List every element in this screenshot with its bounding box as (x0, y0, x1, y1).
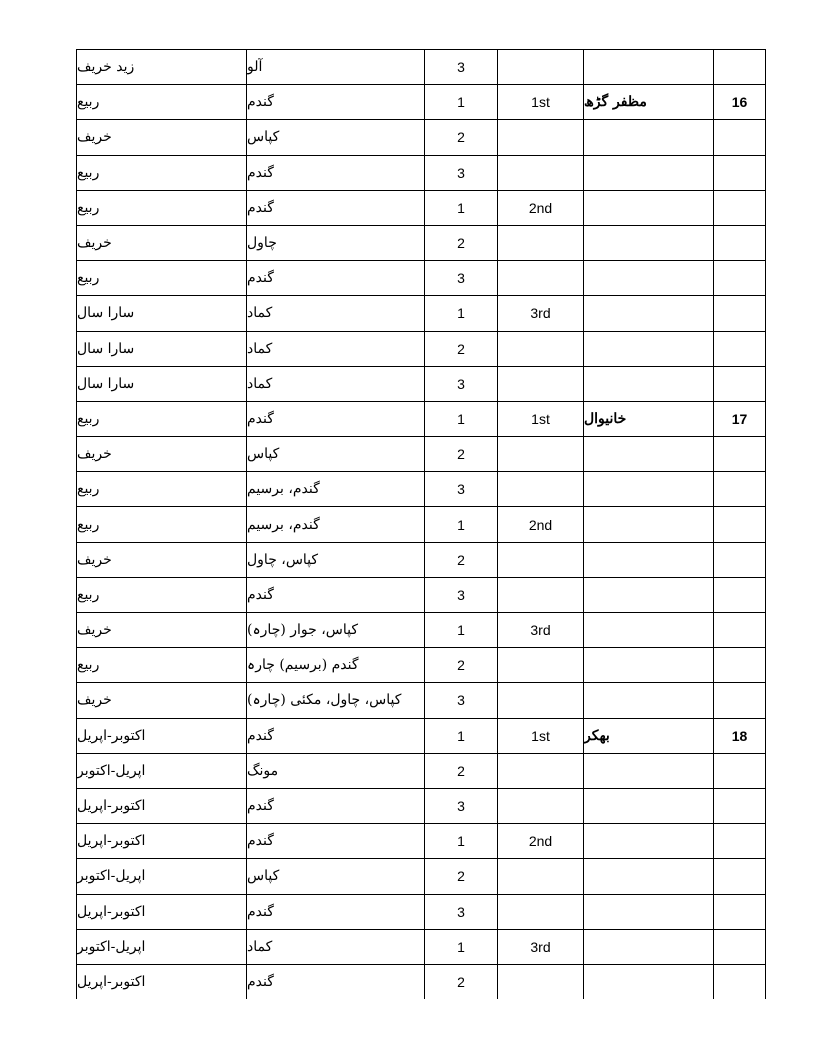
table-row (77, 85, 766, 120)
sequence-number-cell-text: 3 (457, 586, 465, 603)
serial-number-cell (714, 859, 766, 894)
sequence-number-cell-text: 1 (457, 622, 465, 639)
rank-cell (498, 613, 584, 648)
season-cell (77, 120, 247, 155)
season-cell (77, 296, 247, 331)
district-cell (584, 753, 714, 788)
serial-number-cell-text: 18 (731, 727, 748, 744)
crop-cell-text: گندم (247, 833, 274, 850)
sequence-number-cell (425, 613, 498, 648)
crop-cell-text: گندم (247, 798, 274, 815)
rank-cell (498, 718, 584, 753)
rank-cell (498, 824, 584, 859)
sequence-number-cell-text: 1 (457, 727, 465, 744)
serial-number-cell (714, 964, 766, 999)
crop-cell-text: گندم (247, 270, 274, 287)
crop-cell-text: کپاس (247, 129, 280, 146)
serial-number-cell (714, 683, 766, 718)
season-cell (77, 718, 247, 753)
serial-number-cell (714, 507, 766, 542)
table-row (77, 190, 766, 225)
sequence-number-cell (425, 190, 498, 225)
serial-number-cell (714, 718, 766, 753)
sequence-number-cell (425, 120, 498, 155)
rank-cell (498, 753, 584, 788)
rank-cell-text: 1st (531, 727, 550, 744)
serial-number-cell (714, 929, 766, 964)
sequence-number-cell (425, 859, 498, 894)
crop-cell (247, 824, 425, 859)
crop-cell-text: گندم، برسیم (247, 481, 320, 498)
sequence-number-cell (425, 718, 498, 753)
crop-cell (247, 190, 425, 225)
season-cell-text: ربیع (77, 516, 100, 533)
serial-number-cell (714, 120, 766, 155)
rank-cell (498, 120, 584, 155)
district-cell (584, 507, 714, 542)
rank-cell (498, 401, 584, 436)
sequence-number-cell-text: 1 (457, 410, 465, 427)
crop-cell-text: گندم، برسیم (247, 516, 320, 533)
season-cell-text: خریف (77, 622, 112, 639)
season-cell (77, 542, 247, 577)
rank-cell-text: 3rd (530, 305, 551, 322)
season-cell (77, 824, 247, 859)
season-cell-text: اکتوبر-اپریل (77, 903, 146, 920)
district-cell (584, 155, 714, 190)
crop-cell-text: گندم (247, 903, 274, 920)
rank-cell (498, 331, 584, 366)
crop-cell (247, 577, 425, 612)
table-row (77, 472, 766, 507)
crop-cell (247, 50, 425, 85)
season-cell-text: سارا سال (77, 305, 135, 322)
district-cell (584, 437, 714, 472)
rank-cell (498, 296, 584, 331)
rank-cell (498, 542, 584, 577)
sequence-number-cell-text: 1 (457, 94, 465, 111)
sequence-number-cell-text: 3 (457, 798, 465, 815)
sequence-number-cell-text: 2 (457, 762, 465, 779)
crop-cell (247, 155, 425, 190)
district-cell (584, 366, 714, 401)
season-cell-text: ربیع (77, 270, 100, 287)
serial-number-cell (714, 472, 766, 507)
sequence-number-cell (425, 824, 498, 859)
season-cell (77, 753, 247, 788)
serial-number-cell (714, 613, 766, 648)
season-cell-text: ربیع (77, 164, 100, 181)
district-cell (584, 648, 714, 683)
district-cell (584, 261, 714, 296)
sequence-number-cell (425, 683, 498, 718)
sequence-number-cell (425, 85, 498, 120)
sequence-number-cell (425, 577, 498, 612)
rank-cell (498, 50, 584, 85)
crop-cell (247, 85, 425, 120)
season-cell (77, 683, 247, 718)
sequence-number-cell-text: 2 (457, 235, 465, 252)
table-body (77, 50, 766, 1000)
table-row (77, 366, 766, 401)
rank-cell-text: 2nd (528, 199, 553, 216)
district-cell (584, 401, 714, 436)
sequence-number-cell (425, 788, 498, 823)
table-row (77, 964, 766, 999)
crop-cell-text: کپاس (247, 868, 280, 885)
table-row (77, 542, 766, 577)
rank-cell (498, 85, 584, 120)
rank-cell (498, 894, 584, 929)
sequence-number-cell (425, 366, 498, 401)
rank-cell-text: 2nd (528, 833, 553, 850)
crop-cell-text: گندم (برسیم) چارہ (247, 657, 359, 674)
serial-number-cell (714, 753, 766, 788)
crop-cell (247, 472, 425, 507)
rank-cell (498, 437, 584, 472)
season-cell (77, 261, 247, 296)
district-cell (584, 894, 714, 929)
crop-cell (247, 613, 425, 648)
table-row (77, 613, 766, 648)
rank-cell-text: 1st (531, 410, 550, 427)
season-cell (77, 648, 247, 683)
season-cell (77, 507, 247, 542)
district-cell-text: مظفر گڑھ (584, 94, 647, 111)
sequence-number-cell-text: 2 (457, 973, 465, 990)
rank-cell (498, 859, 584, 894)
district-cell (584, 824, 714, 859)
sequence-number-cell-text: 2 (457, 657, 465, 674)
sequence-number-cell-text: 2 (457, 551, 465, 568)
rank-cell-text: 2nd (528, 516, 553, 533)
crop-rotation-table (76, 49, 766, 999)
serial-number-cell-text: 17 (731, 410, 748, 427)
district-cell (584, 542, 714, 577)
serial-number-cell (714, 50, 766, 85)
district-cell (584, 859, 714, 894)
rank-cell (498, 225, 584, 260)
district-cell-text: بھکر (584, 727, 610, 744)
season-cell-text: خریف (77, 129, 112, 146)
rank-cell-text: 3rd (530, 622, 551, 639)
crop-cell (247, 788, 425, 823)
table-row (77, 401, 766, 436)
sequence-number-cell (425, 401, 498, 436)
district-cell (584, 613, 714, 648)
table-row (77, 296, 766, 331)
season-cell (77, 613, 247, 648)
season-cell-text: خریف (77, 692, 112, 709)
district-cell (584, 190, 714, 225)
sequence-number-cell (425, 155, 498, 190)
season-cell (77, 331, 247, 366)
sequence-number-cell-text: 3 (457, 481, 465, 498)
serial-number-cell (714, 261, 766, 296)
crop-cell-text: چاول (247, 235, 277, 252)
serial-number-cell (714, 648, 766, 683)
table-row (77, 331, 766, 366)
sequence-number-cell (425, 753, 498, 788)
sequence-number-cell (425, 331, 498, 366)
serial-number-cell (714, 331, 766, 366)
season-cell-text: خریف (77, 235, 112, 252)
rank-cell (498, 577, 584, 612)
table-row (77, 894, 766, 929)
rank-cell-text: 1st (531, 94, 550, 111)
season-cell-text: اپریل-اکتوبر (77, 938, 146, 955)
district-cell (584, 225, 714, 260)
crop-cell-text: کماد (247, 340, 273, 357)
rank-cell-text: 3rd (530, 938, 551, 955)
serial-number-cell (714, 296, 766, 331)
table-row (77, 718, 766, 753)
season-cell-text: اکتوبر-اپریل (77, 727, 146, 744)
sequence-number-cell-text: 2 (457, 340, 465, 357)
table-row (77, 859, 766, 894)
sequence-number-cell (425, 648, 498, 683)
table-row (77, 50, 766, 85)
crop-cell (247, 401, 425, 436)
sequence-number-cell-text: 2 (457, 446, 465, 463)
sequence-number-cell-text: 1 (457, 938, 465, 955)
sequence-number-cell-text: 2 (457, 129, 465, 146)
sequence-number-cell-text: 1 (457, 199, 465, 216)
table-row (77, 824, 766, 859)
sequence-number-cell (425, 296, 498, 331)
season-cell (77, 437, 247, 472)
serial-number-cell (714, 190, 766, 225)
table-row (77, 753, 766, 788)
district-cell (584, 788, 714, 823)
sequence-number-cell-text: 1 (457, 516, 465, 533)
crop-cell (247, 331, 425, 366)
serial-number-cell (714, 577, 766, 612)
table-row (77, 120, 766, 155)
serial-number-cell (714, 894, 766, 929)
season-cell (77, 50, 247, 85)
district-cell (584, 120, 714, 155)
season-cell (77, 472, 247, 507)
serial-number-cell (714, 542, 766, 577)
sequence-number-cell (425, 542, 498, 577)
crop-cell-text: کماد (247, 375, 273, 392)
crop-cell (247, 507, 425, 542)
district-cell (584, 85, 714, 120)
table-row (77, 577, 766, 612)
crop-cell (247, 437, 425, 472)
sequence-number-cell-text: 3 (457, 59, 465, 76)
crop-cell (247, 225, 425, 260)
sequence-number-cell (425, 261, 498, 296)
sequence-number-cell (425, 929, 498, 964)
serial-number-cell (714, 225, 766, 260)
season-cell-text: اپریل-اکتوبر (77, 762, 146, 779)
season-cell-text: ربیع (77, 94, 100, 111)
crop-cell-text: مونگ (247, 762, 279, 779)
crop-cell (247, 648, 425, 683)
crop-cell-text: کپاس، چاول، مکئی (چارہ) (247, 692, 402, 709)
rank-cell (498, 788, 584, 823)
crop-cell (247, 964, 425, 999)
serial-number-cell-text: 16 (731, 94, 748, 111)
season-cell-text: اکتوبر-اپریل (77, 833, 146, 850)
sequence-number-cell-text: 3 (457, 903, 465, 920)
season-cell (77, 929, 247, 964)
crop-cell-text: آلو (247, 59, 263, 76)
sequence-number-cell (425, 894, 498, 929)
season-cell (77, 366, 247, 401)
crop-cell (247, 542, 425, 577)
season-cell-text: سارا سال (77, 375, 135, 392)
sequence-number-cell-text: 3 (457, 270, 465, 287)
rank-cell (498, 472, 584, 507)
crop-cell (247, 261, 425, 296)
sequence-number-cell (425, 964, 498, 999)
district-cell (584, 577, 714, 612)
table-row (77, 155, 766, 190)
rank-cell (498, 190, 584, 225)
rank-cell (498, 261, 584, 296)
table-row (77, 788, 766, 823)
season-cell (77, 85, 247, 120)
crop-cell-text: گندم (247, 586, 274, 603)
crop-cell (247, 366, 425, 401)
crop-cell (247, 894, 425, 929)
sequence-number-cell-text: 3 (457, 692, 465, 709)
season-cell-text: اپریل-اکتوبر (77, 868, 146, 885)
season-cell (77, 859, 247, 894)
season-cell (77, 155, 247, 190)
season-cell-text: خریف (77, 446, 112, 463)
district-cell (584, 472, 714, 507)
season-cell-text: سارا سال (77, 340, 135, 357)
serial-number-cell (714, 437, 766, 472)
rank-cell (498, 929, 584, 964)
season-cell-text: اکتوبر-اپریل (77, 973, 146, 990)
table-row (77, 929, 766, 964)
sequence-number-cell (425, 507, 498, 542)
crop-cell-text: گندم (247, 727, 274, 744)
serial-number-cell (714, 824, 766, 859)
serial-number-cell (714, 155, 766, 190)
district-cell (584, 929, 714, 964)
sequence-number-cell-text: 3 (457, 164, 465, 181)
crop-cell (247, 683, 425, 718)
sequence-number-cell (425, 472, 498, 507)
season-cell (77, 401, 247, 436)
table-row (77, 507, 766, 542)
crop-cell (247, 120, 425, 155)
serial-number-cell (714, 401, 766, 436)
crop-cell-text: گندم (247, 199, 274, 216)
season-cell-text: ربیع (77, 481, 100, 498)
season-cell (77, 577, 247, 612)
season-cell (77, 190, 247, 225)
crop-cell-text: گندم (247, 94, 274, 111)
table-row (77, 437, 766, 472)
sequence-number-cell-text: 1 (457, 833, 465, 850)
district-cell (584, 964, 714, 999)
district-cell (584, 50, 714, 85)
sequence-number-cell-text: 2 (457, 868, 465, 885)
rank-cell (498, 155, 584, 190)
season-cell (77, 964, 247, 999)
crop-cell-text: کپاس، جوار (چارہ) (247, 622, 359, 639)
crop-cell-text: کپاس، چاول (247, 551, 319, 568)
season-cell-text: ربیع (77, 410, 100, 427)
table-row (77, 648, 766, 683)
crop-cell-text: کماد (247, 305, 273, 322)
sequence-number-cell (425, 437, 498, 472)
season-cell-text: زید خریف (77, 59, 135, 76)
sequence-number-cell (425, 50, 498, 85)
crop-cell (247, 929, 425, 964)
serial-number-cell (714, 85, 766, 120)
table-row (77, 261, 766, 296)
season-cell-text: اکتوبر-اپریل (77, 798, 146, 815)
crop-cell (247, 296, 425, 331)
season-cell-text: ربیع (77, 199, 100, 216)
rank-cell (498, 366, 584, 401)
season-cell (77, 894, 247, 929)
season-cell-text: خریف (77, 551, 112, 568)
district-cell (584, 718, 714, 753)
rank-cell (498, 964, 584, 999)
table-row (77, 683, 766, 718)
crop-cell-text: گندم (247, 973, 274, 990)
sequence-number-cell (425, 225, 498, 260)
season-cell-text: ربیع (77, 657, 100, 674)
crop-cell (247, 859, 425, 894)
crop-cell (247, 718, 425, 753)
sequence-number-cell-text: 1 (457, 305, 465, 322)
table-row (77, 225, 766, 260)
crop-cell-text: کماد (247, 938, 273, 955)
season-cell (77, 788, 247, 823)
serial-number-cell (714, 366, 766, 401)
sequence-number-cell-text: 3 (457, 375, 465, 392)
rank-cell (498, 507, 584, 542)
season-cell (77, 225, 247, 260)
rank-cell (498, 648, 584, 683)
crop-cell-text: گندم (247, 164, 274, 181)
season-cell-text: ربیع (77, 586, 100, 603)
rank-cell (498, 683, 584, 718)
district-cell-text: خانیوال (584, 410, 627, 427)
serial-number-cell (714, 788, 766, 823)
crop-cell (247, 753, 425, 788)
district-cell (584, 296, 714, 331)
district-cell (584, 683, 714, 718)
crop-cell-text: گندم (247, 410, 274, 427)
district-cell (584, 331, 714, 366)
crop-cell-text: کپاس (247, 446, 280, 463)
